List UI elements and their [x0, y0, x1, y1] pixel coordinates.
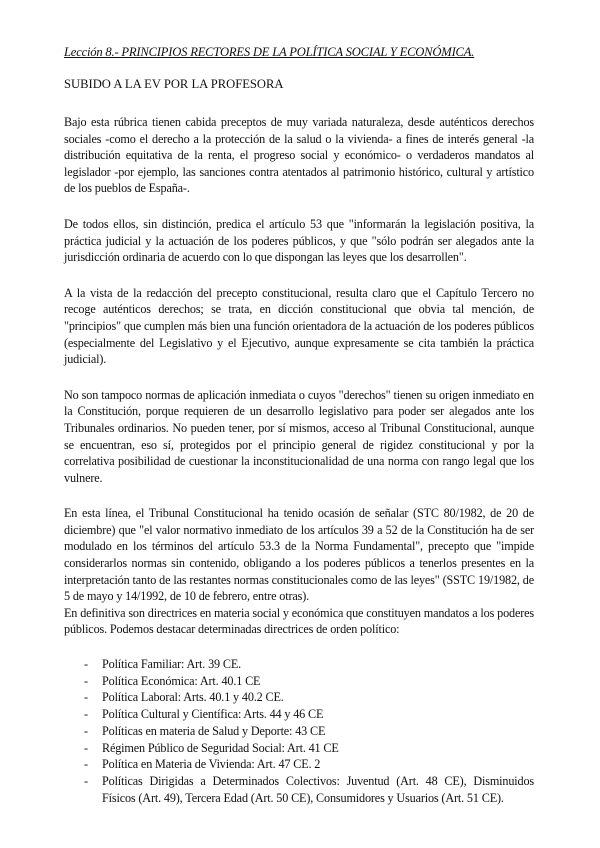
- list-item-text: Políticas en materia de Salud y Deporte: 43 CE: [102, 723, 326, 738]
- list-item: [64, 656, 534, 673]
- bullet-dash: -: [84, 657, 88, 672]
- bullet-dash: -: [84, 740, 88, 755]
- bullet-dash: -: [84, 673, 88, 688]
- paragraph-chapter-three: A la vista de la redacción del precepto constitucional, resulta claro que el Capítulo Tercero no recoge auténticos derechos; se trata, en dicción constitucional que obvia tal mención, de "principios" que cumplen más bien una función orientadora de la actuación de los poderes públicos (especialmente del Legislativo y el Ejecutivo, aunque expresamente se cita también la práctica judicial).: [64, 285, 534, 367]
- lesson-title: Lección 8.- PRINCIPIOS RECTORES DE LA POLÍTICA SOCIAL Y ECONÓMICA.: [64, 45, 475, 59]
- list-item: [64, 706, 534, 723]
- bullet-dash: -: [84, 690, 88, 705]
- list-item-text: Política Cultural y Científica: Arts. 44 y 46 CE: [102, 707, 324, 722]
- list-item-text: Política en Materia de Vivienda: Art. 47 CE. 2: [102, 757, 321, 772]
- list-item: [64, 756, 534, 773]
- paragraph-article-53: De todos ellos, sin distinción, predica el artículo 53 que "informarán la legislación positiva, la práctica judicial y la actuación de los poderes públicos, y que "sólo podrán ser alegados ante la jurisdicción ordinaria de acuerdo con lo que dispongan las leyes que los desarrollen".: [64, 216, 534, 265]
- upload-note: SUBIDO A LA EV POR LA PROFESORA: [64, 77, 284, 91]
- paragraph-intro: Bajo esta rúbrica tienen cabida preceptos de muy variada naturaleza, desde auténticos derechos sociales -como el derecho a la protección de la salud o la vivienda- a fines de interés general -la distribución equitativa de la renta, el progreso social y económico- o verdaderos mandatos al legislador -por ejemplo, las sanciones contra atentados al patrimonio histórico, cultural y artístico de los pueblos de España-.: [64, 115, 534, 196]
- bullet-dash: -: [84, 707, 88, 722]
- policy-list: [64, 656, 534, 806]
- bullet-dash: -: [84, 773, 88, 788]
- bullet-dash: -: [84, 757, 88, 772]
- paragraph-constitutional-court: En esta línea, el Tribunal Constitucional ha tenido ocasión de señalar (STC 80/1982, de 20 de diciembre) que "el valor normativo inmediato de los artículos 39 a 52 de la Constitución ha de ser modulado en los términos del artículo 53.3 de la Norma Fundamental", precepto que "impide considerarlos normas sin contenido, obligando a los poderes públicos a tenerlos presentes en la interpretación tanto de las restantes normas constitucionales como de las leyes" (SSTC 19/1982, de 5 de mayo y 14/1992, de 10 de febrero, entre otras).: [64, 506, 534, 604]
- list-item-text: Política Económica: Art. 40.1 CE: [102, 673, 261, 688]
- list-item-text: Política Laboral: Arts. 40.1 y 40.2 CE.: [102, 690, 284, 705]
- paragraph-not-immediate: No son tampoco normas de aplicación inmediata o cuyos "derechos" tienen su origen inmediato en la Constitución, porque requieren de un desarrollo legislativo para poder ser alegados ante los Tribunales ordinarios. No pueden tener, por sí mismos, acceso al Tribunal Constitucional, aunque se encuentran, eso sí, protegidos por el principio general de rigidez constitucional y por la correlativa posibilidad de cuestionar la inconstitucionalidad de una norma con rango legal que los vulnere.: [64, 387, 534, 485]
- list-item: [64, 740, 534, 757]
- list-item: [64, 689, 534, 706]
- list-item: [64, 673, 534, 690]
- list-item-text: Régimen Público de Seguridad Social: Art. 41 CE: [102, 740, 339, 755]
- list-item-text: Políticas Dirigidas a Determinados Colectivos: Juventud (Art. 48 CE), Disminuidos Físicos (Art. 49), Tercera Edad (Art. 50 CE), Consumidores y Usuarios (Art. 51 CE).: [102, 773, 534, 805]
- list-item-text: Política Familiar: Art. 39 CE.: [102, 657, 242, 672]
- list-item: [64, 723, 534, 740]
- list-item: [64, 773, 534, 806]
- bullet-dash: -: [84, 723, 88, 738]
- paragraph-directives: En definitiva son directrices en materia social y económica que constituyen mandatos a los poderes públicos. Podemos destacar determinadas directrices de orden político:: [64, 605, 534, 637]
